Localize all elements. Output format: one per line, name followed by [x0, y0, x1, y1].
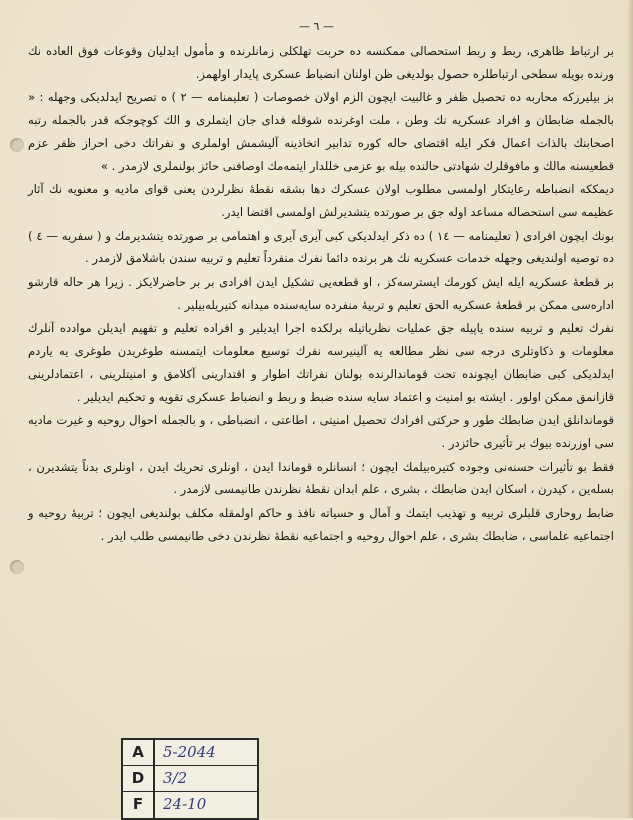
punch-hole: [10, 138, 24, 152]
page-number: — ٦ —: [299, 20, 334, 33]
paragraph: قوماندانلق ایدن ضابطك طور و حرکتی افرادك تحصیل امنیتی ، اطاعتی ، انضباطی ، و بالجمله احوال روحیه و غیرت مادیه سی اوزرنده بیوك بر تأثیری حائزدر .: [28, 413, 614, 450]
stamp-value: 3/2: [163, 769, 188, 787]
paragraph: نفرك تعلیم و تربیه سنده یاپیله جق عملیات نظریاتیله برلکده اجرا ایدیلیر و افراده تعلیم و تفهیم ایدیلن مواددە آنلرك معلومات و ذکاوتلری درجه سی نظر مطالعه یه آلینیرسه نفرك توسیع معلومات ایتمسنه طوغریدن طوغری یه یاردم ایدلدیکی کبی ضابطان ایچونده تحت قوماندالرنده بولنان نفراتك اطوار و اقتدارینی آکلامق و امنیتلرینی ، اعتمادلرینی قازانمق ممکن اولور . ایشته بو امنیت و اعتماد سایه سنده ضبط و ربط و انضباط عسکری تقویه و تحکیم ایدیلیر .: [28, 321, 614, 404]
stamp-letter: D: [123, 766, 155, 791]
document-body: [28, 40, 614, 548]
stamp-letter: F: [123, 792, 155, 818]
archive-stamp: [121, 738, 259, 820]
stamp-value: 24-10: [163, 795, 207, 813]
paragraph: بونك ایچون افرادی ( تعلیمنامه — ١٤ ) ده ذکر ایدلدیکی کبی آیری آیری و اهتمامی بر صورتده یتشدیرمك و ( سفریه — ٤ ) ده توصیه اولندیغی وجهله خدمات عسکریه نك هر برنده دائما نفرك منفرداً تعلیم و تربیه سندن باشلامق لازمدر .: [28, 228, 614, 266]
paragraph: دیمککه انضباطه رعایتکار اولمسی مطلوب اولان عسکرك دها بشقه نقطهٔ نظرلردن یعنی قوای مادیه و معنویه نك آثار عظیمه سی استحصاله مساعد اوله جق بر صورتده یتشدیرلش اولمسی اقتضا ایدر.: [28, 182, 614, 219]
paper-edge-shadow: [627, 0, 633, 818]
paragraph: ضابط روحاری قلبلری تربیه و تهذیب ایتمك و آمال و حسیاته نافذ و حاکم اولمقله مکلف بولندیغی ایچون ؛ تربیهٔ روحیه و اجتماعیه علماسی ، ضابطك بشری ، علم احوال روحیه و اجتماعیه نقطهٔ نظرندن دخی طانیمسی طلب ایدر .: [28, 506, 614, 543]
stamp-row: [123, 740, 257, 766]
paragraph: بر ارتباط ظاهری، ربط و ربط استحصالی ممکنسه ده حربت تهلکلی زمانلرنده و مأمول ایدلیان وقوعات فوق العاده نك ورنده بویله سطحی ارتباطلره حصول بولدیغی ظن اولنان انضباط عسکری پایدار اولهمز.: [28, 44, 614, 81]
paragraph: بر قطعهٔ عسکریه ایله ایش کورمك ایسترسه‌کز ، او قطعه‌یی تشکیل ایدن افرادی بر بر حاضرلایکز . زیرا هر حاله قارشو اداره‌سی ممکن بر قطعهٔ عسکریه الحق تعلیم و تربیهٔ منفرده سایه‌سنده میدانه کتیریله‌بیلیر .: [28, 275, 614, 312]
stamp-value: 5-2044: [163, 743, 216, 761]
paragraph: فقط بو تأثیرات حسنه‌نی وجوده کتیره‌بیلمك ایچون ؛ انسانلره قوماندا ایدن ، اونلری تحریك ایدن ، اونلری بدناً یتشدیرن ، بسله‌ین ، کیدرن ، اسکان ایدن ضابطك ، بشری ، علم ابدان نقطهٔ نظرندن طانیمسی لازمدر .: [28, 459, 614, 497]
paragraph: بز بیلیرزکه محاربه ده تحصیل ظفر و غالبیت ایچون الزم اولان خصوصات ( تعلیمنامه — ٢ ) ه تصریح ایدلدیکی وجهله : « بالجمله ضابطان و افراد عسکریه نك وطن ، ملت اوغرنده شوقله فدای جان ایتملری و الك کوچوجکه قدر بالجمله رتبه اصحابنك بالذات اعمال فکر ایله اقتضای حاله کوره تدابیر اتخاذینه آلیشمش اولملری و نفراتك دخی احراز ظفر عزم قطعیسنه مالك و مافوقلرك شهادتی حالنده بیله بو عزمی خللدار ایتمەمك اوصافنی حائز بولنملری لازمدر . »: [28, 90, 614, 173]
stamp-row: [123, 792, 257, 818]
stamp-row: [123, 766, 257, 792]
stamp-letter: A: [123, 740, 155, 765]
punch-hole: [10, 560, 24, 574]
